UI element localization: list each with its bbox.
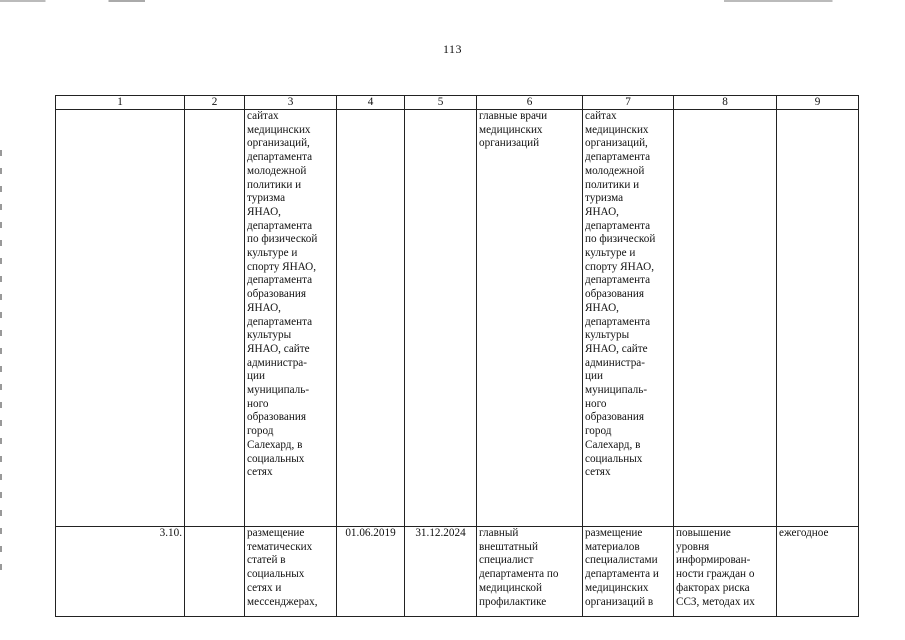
table-cell	[185, 110, 245, 527]
column-number: 8	[674, 96, 777, 110]
column-number: 4	[337, 96, 405, 110]
table-row	[56, 527, 859, 617]
page-number: 113	[442, 42, 463, 56]
column-number: 2	[185, 96, 245, 110]
expected-result-cell: сайтах медицинских организаций, департамента молодежной политики и туризма ЯНАО, департамента по физической культуре и спорту ЯНАО, департамента образования ЯНАО, департамента культуры ЯНАО, сайте администра- ции муниципаль- ного образования город Салехард, в социальных сетях	[583, 110, 674, 527]
item-number-cell	[56, 110, 185, 527]
start-date-cell	[337, 110, 405, 527]
end-date-cell	[405, 110, 477, 527]
expected-result-cell: размещение материалов специалистами департамента и медицинских организаций в	[583, 527, 674, 617]
start-date-cell: 01.06.2019	[337, 527, 405, 617]
responsible-cell: главный внештатный специалист департамента по медицинской профилактике	[477, 527, 583, 617]
plan-table	[55, 95, 859, 617]
activity-cell: сайтах медицинских организаций, департамента молодежной политики и туризма ЯНАО, департамента по физической культуре и спорту ЯНАО, департамента образования ЯНАО, департамента культуры ЯНАО, сайте администра- ции муниципаль- ного образования город Салехард, в социальных сетях	[245, 110, 337, 527]
column-number: 5	[405, 96, 477, 110]
column-number: 6	[477, 96, 583, 110]
column-number: 3	[245, 96, 337, 110]
end-date-cell: 31.12.2024	[405, 527, 477, 617]
column-number: 7	[583, 96, 674, 110]
table-row	[56, 110, 859, 527]
item-number-cell: 3.10.	[56, 527, 185, 617]
indicator-cell: повышение уровня информирован- ности граждан о факторах риска ССЗ, методах их	[674, 527, 777, 617]
table-cell	[185, 527, 245, 617]
scan-artifact-left-edge	[0, 150, 2, 570]
column-number: 9	[777, 96, 859, 110]
scan-artifact-top	[0, 0, 905, 2]
responsible-cell: главные врачи медицинских организаций	[477, 110, 583, 527]
column-number: 1	[56, 96, 185, 110]
indicator-cell	[674, 110, 777, 527]
activity-cell: размещение тематических статей в социальных сетях и мессенджерах,	[245, 527, 337, 617]
column-number-row	[56, 96, 859, 110]
frequency-cell: ежегодное	[777, 527, 859, 617]
frequency-cell	[777, 110, 859, 527]
